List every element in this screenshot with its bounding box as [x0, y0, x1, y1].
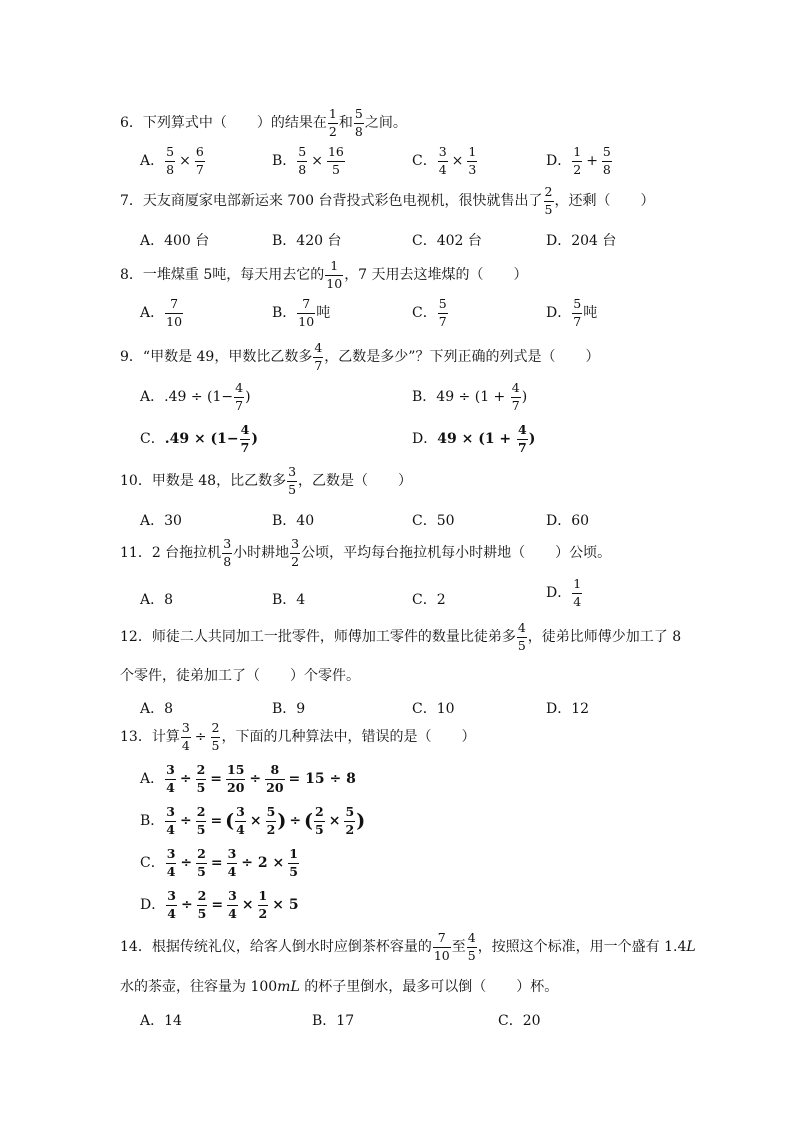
option-6d[interactable]: D． $\frac{1}{2}$ + $\frac{5}{8}$: [546, 144, 611, 177]
question-number: 6．: [120, 115, 143, 131]
option-9a[interactable]: A．.49 ÷ (1− $\frac{4}{7}$ ): [140, 380, 251, 413]
question-7: 7．天友商厦家电部新运来 700 台背投式彩色电视机，很快就售出了 $\frac{2}{5}$ ，还剩（ ）: [120, 184, 655, 217]
question-text: 下列算式中（: [142, 115, 227, 131]
fraction: $\frac{2}{5}$: [544, 184, 553, 217]
option-11d[interactable]: D． $\frac{1}{4}$: [546, 576, 582, 609]
fraction: $\frac{1}{2}$: [328, 106, 337, 139]
option-6c[interactable]: C． $\frac{3}{4}$ × $\frac{1}{3}$: [412, 144, 477, 177]
option-11a[interactable]: A．8: [140, 592, 174, 608]
question-12: 12．师徒二人共同加工一批零件，师傅加工零件的数量比徒弟多 $\frac{4}{5}$ ，徒弟比师傅少加工了 8: [120, 620, 682, 653]
option-11b[interactable]: B．4: [272, 592, 306, 608]
option-9b[interactable]: B．49 ÷ (1 + $\frac{4}{7}$ ): [412, 380, 528, 413]
option-13c[interactable]: C． $\frac{3}{4}$ ÷ $\frac{2}{5}$ = $\frac{3}{4}$ ÷ 2 × $\frac{1}{5}$: [140, 846, 298, 879]
option-14a[interactable]: A．14: [140, 1013, 182, 1029]
option-9d[interactable]: D．49 × (1 + $\frac{4}{7}$ ): [412, 422, 536, 455]
question-13: 13．计算 $\frac{3}{4}$ ÷ $\frac{2}{5}$ ，下面的几种算法中，错误的是（ ）: [120, 720, 476, 753]
question-text: 之间。: [364, 115, 407, 131]
question-8: 8．一堆煤重 5吨，每天用去它的 $\frac{1}{10}$ ，7 天用去这堆煤的（ ）: [120, 258, 528, 291]
option-11c[interactable]: C．2: [412, 592, 446, 608]
option-6a[interactable]: A． $\frac{5}{8}$ × $\frac{6}{7}$: [140, 144, 204, 177]
option-13b[interactable]: B． $\frac{3}{4}$ ÷ $\frac{2}{5}$ = ( $\frac{3}{4}$ × $\frac{5}{2}$ ) ÷ ( $\frac{2}{5}$ × $\frac{5}{2}$ ): [140, 804, 366, 837]
question-text: ）的结果在: [256, 115, 327, 131]
option-8a[interactable]: A． $\frac{7}{10}$: [140, 296, 183, 329]
option-7b[interactable]: B．420 台: [272, 233, 342, 249]
option-10c[interactable]: C．50: [412, 513, 455, 529]
option-9c[interactable]: C．.49 × (1− $\frac{4}{7}$ ): [140, 422, 258, 455]
option-12b[interactable]: B．9: [272, 701, 306, 717]
option-10b[interactable]: B．40: [272, 513, 315, 529]
option-10d[interactable]: D．60: [546, 513, 590, 529]
question-6: [120, 108, 407, 138]
question-11: 11．2 台拖拉机 $\frac{3}{8}$ 小时耕地 $\frac{3}{2}$ 公顷，平均每台拖拉机每小时耕地（ ）公顷。: [120, 536, 612, 569]
question-text: 和: [338, 115, 353, 131]
question-14: 14．根据传统礼仪，给客人倒水时应倒茶杯容量的 $\frac{7}{10}$ 至 $\frac{4}{5}$ ，按照这个标准，用一个盛有 1.4L: [120, 930, 696, 963]
option-8b[interactable]: B． $\frac{7}{10}$ 吨: [272, 296, 331, 329]
option-6b[interactable]: B． $\frac{5}{8}$ × $\frac{16}{5}$: [272, 144, 344, 177]
question-12-line2: 个零件，徒弟加工了（ ）个零件。: [120, 668, 360, 684]
fraction: $\frac{5}{8}$: [354, 106, 363, 139]
question-10: 10．甲数是 48，比乙数多 $\frac{3}{5}$ ，乙数是（ ）: [120, 464, 413, 497]
option-7d[interactable]: D．204 台: [546, 233, 617, 249]
question-14-line2: 水的茶壶，往容量为 100mL 的杯子里倒水，最多可以倒（ ）杯。: [120, 979, 559, 995]
option-14c[interactable]: C．20: [498, 1013, 541, 1029]
option-13d[interactable]: D． $\frac{3}{4}$ ÷ $\frac{2}{5}$ = $\frac{3}{4}$ × $\frac{1}{2}$ × 5: [140, 888, 299, 921]
option-10a[interactable]: A．30: [140, 513, 182, 529]
option-8c[interactable]: C． $\frac{5}{7}$: [412, 296, 447, 329]
option-12d[interactable]: D．12: [546, 701, 590, 717]
option-8d[interactable]: D． $\frac{5}{7}$ 吨: [546, 296, 598, 329]
question-9: 9．“甲数是 49，甲数比乙数多 $\frac{4}{7}$ ，乙数是多少”？下列正确的列式是（ ）: [120, 340, 600, 373]
option-12a[interactable]: A．8: [140, 701, 174, 717]
option-14b[interactable]: B．17: [312, 1013, 355, 1029]
option-12c[interactable]: C．10: [412, 701, 455, 717]
option-7a[interactable]: A．400 台: [140, 233, 210, 249]
option-13a[interactable]: A． $\frac{3}{4}$ ÷ $\frac{2}{5}$ = $\frac{15}{20}$ ÷ $\frac{8}{20}$ = 15 ÷ 8: [140, 762, 356, 795]
option-7c[interactable]: C．402 台: [412, 233, 482, 249]
